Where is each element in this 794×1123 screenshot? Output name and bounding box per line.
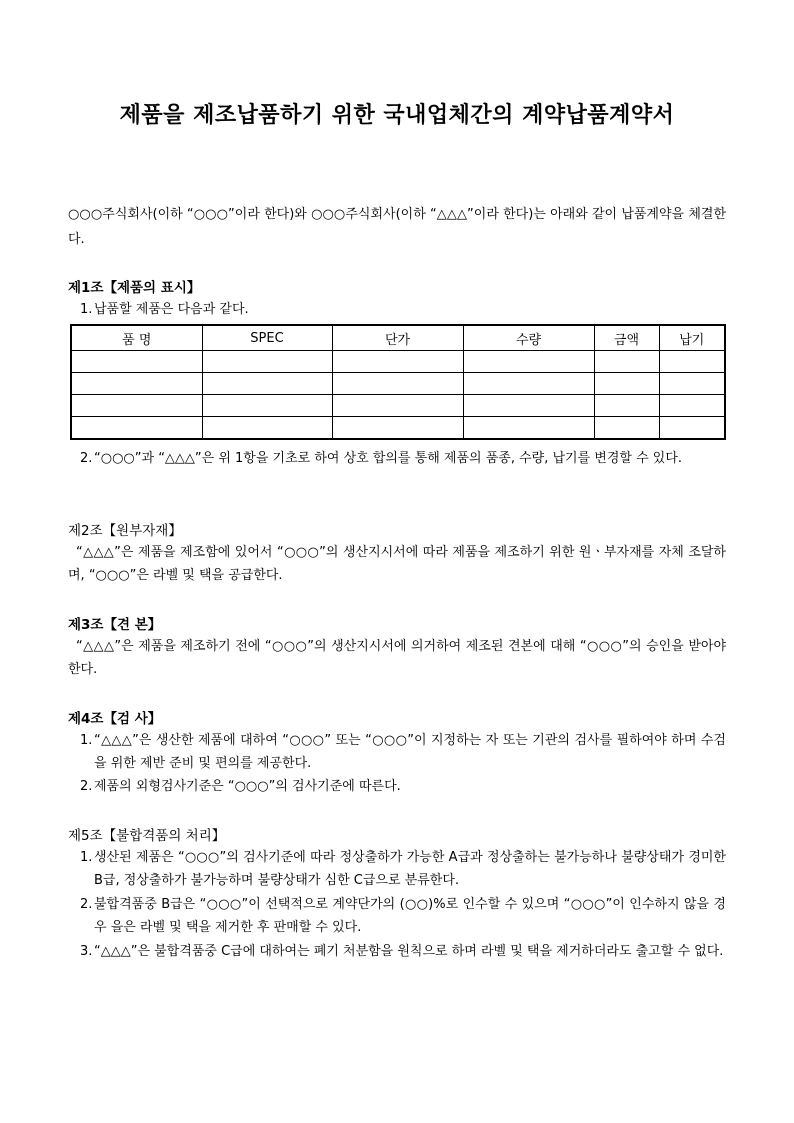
- article1-item2: [80, 447, 726, 470]
- header-amount: 금액: [594, 325, 659, 351]
- item-number: 1.: [80, 733, 93, 748]
- table-cell: [594, 373, 659, 395]
- article5-item2: [80, 893, 726, 939]
- table-cell: [71, 395, 202, 417]
- table-row: [71, 395, 725, 417]
- table-cell: [659, 373, 725, 395]
- item-text: “△△△”은 불합격품중 C급에 대하여는 폐기 처분함을 원칙으로 하며 라벨 및 택을 제거하더라도 출고할 수 없다.: [94, 944, 724, 959]
- table-cell: [332, 395, 463, 417]
- table-row: [71, 417, 725, 440]
- item-number: 3.: [80, 944, 93, 959]
- table-cell: [659, 417, 725, 440]
- article1-heading: 제1조【제품의 표시】: [68, 280, 201, 296]
- table-cell: [202, 351, 332, 373]
- table-cell: [202, 417, 332, 440]
- header-quantity: 수량: [463, 325, 594, 351]
- table-cell: [332, 351, 463, 373]
- table-header-row: [71, 325, 725, 351]
- header-delivery-date: 납기: [659, 325, 725, 351]
- item-number: 2.: [80, 779, 93, 794]
- item-number: 2.: [80, 897, 93, 912]
- table-cell: [659, 351, 725, 373]
- item-text: 불합격품중 B급은 “○○○”이 선택적으로 계약단가의 (○○)%로 인수할 수 있으며 “○○○”이 인수하지 않을 경우 을은 라벨 및 택을 제거한 후 판매할 수 있다.: [94, 897, 726, 935]
- table-cell: [202, 373, 332, 395]
- table-cell: [659, 395, 725, 417]
- table-row: [71, 373, 725, 395]
- header-product-name: 품 명: [71, 325, 202, 351]
- article3-heading: 제3조【견 본】: [68, 617, 162, 633]
- table-cell: [594, 417, 659, 440]
- table-cell: [594, 395, 659, 417]
- table-cell: [332, 373, 463, 395]
- item-text: 제품의 외형검사기준은 “○○○”의 검사기준에 따른다.: [94, 779, 401, 794]
- item-number: 1.: [80, 850, 93, 865]
- article1-item1: [80, 298, 726, 321]
- document-title: 제품을 제조납품하기 위한 국내업체간의 계약납품계약서: [119, 102, 675, 128]
- item-number: 1.: [80, 302, 93, 317]
- header-unit-price: 단가: [332, 325, 463, 351]
- table-cell: [202, 395, 332, 417]
- article3-body: “△△△”은 제품을 제조하기 전에 “○○○”의 생산지시서에 의거하여 제조된 견본에 대해 “○○○”의 승인을 받아야 한다.: [68, 639, 726, 677]
- table-cell: [463, 351, 594, 373]
- table-cell: [463, 373, 594, 395]
- article5-heading: 제5조【불합격품의 처리】: [68, 828, 226, 844]
- article2-heading: 제2조【원부자재】: [68, 523, 182, 539]
- table-cell: [71, 417, 202, 440]
- table-row: [71, 351, 725, 373]
- product-table: [70, 324, 726, 440]
- table-cell: [594, 351, 659, 373]
- table-cell: [463, 417, 594, 440]
- table-cell: [71, 373, 202, 395]
- intro-paragraph: ○○○주식회사(이하 “○○○”이라 한다)와 ○○○주식회사(이하 “△△△”이라 한다)는 아래와 같이 납품계약을 체결한다.: [68, 207, 726, 247]
- article5-item3: [80, 940, 726, 963]
- article5-item1: [80, 846, 726, 892]
- header-spec: SPEC: [202, 325, 332, 351]
- article4-heading: 제4조【검 사】: [68, 711, 162, 727]
- item-text: “△△△”은 생산한 제품에 대하여 “○○○” 또는 “○○○”이 지정하는 자 또는 기관의 검사를 필하여야 하며 수검을 위한 제반 준비 및 편의를 제공한다.: [94, 733, 726, 771]
- item-text: 납품할 제품은 다음과 같다.: [94, 302, 249, 317]
- table-cell: [71, 351, 202, 373]
- article4-item1: [80, 729, 726, 775]
- item-number: 2.: [80, 451, 93, 466]
- item-text: “○○○”과 “△△△”은 위 1항을 기초로 하여 상호 합의를 통해 제품의 품종, 수량, 납기를 변경할 수 있다.: [94, 451, 683, 466]
- article2-body: “△△△”은 제품을 제조함에 있어서 “○○○”의 생산지시서에 따라 제품을 제조하기 위한 원ㆍ부자재를 자체 조달하며, “○○○”은 라벨 및 택을 공급한다.: [68, 545, 726, 583]
- table-cell: [463, 395, 594, 417]
- item-text: 생산된 제품은 “○○○”의 검사기준에 따라 정상출하가 가능한 A급과 정상출하는 불가능하나 불량상태가 경미한 B급, 정상출하가 불가능하며 불량상태가 심한 C급으로 분류한다.: [94, 850, 726, 888]
- table-cell: [332, 417, 463, 440]
- article4-item2: [80, 775, 726, 798]
